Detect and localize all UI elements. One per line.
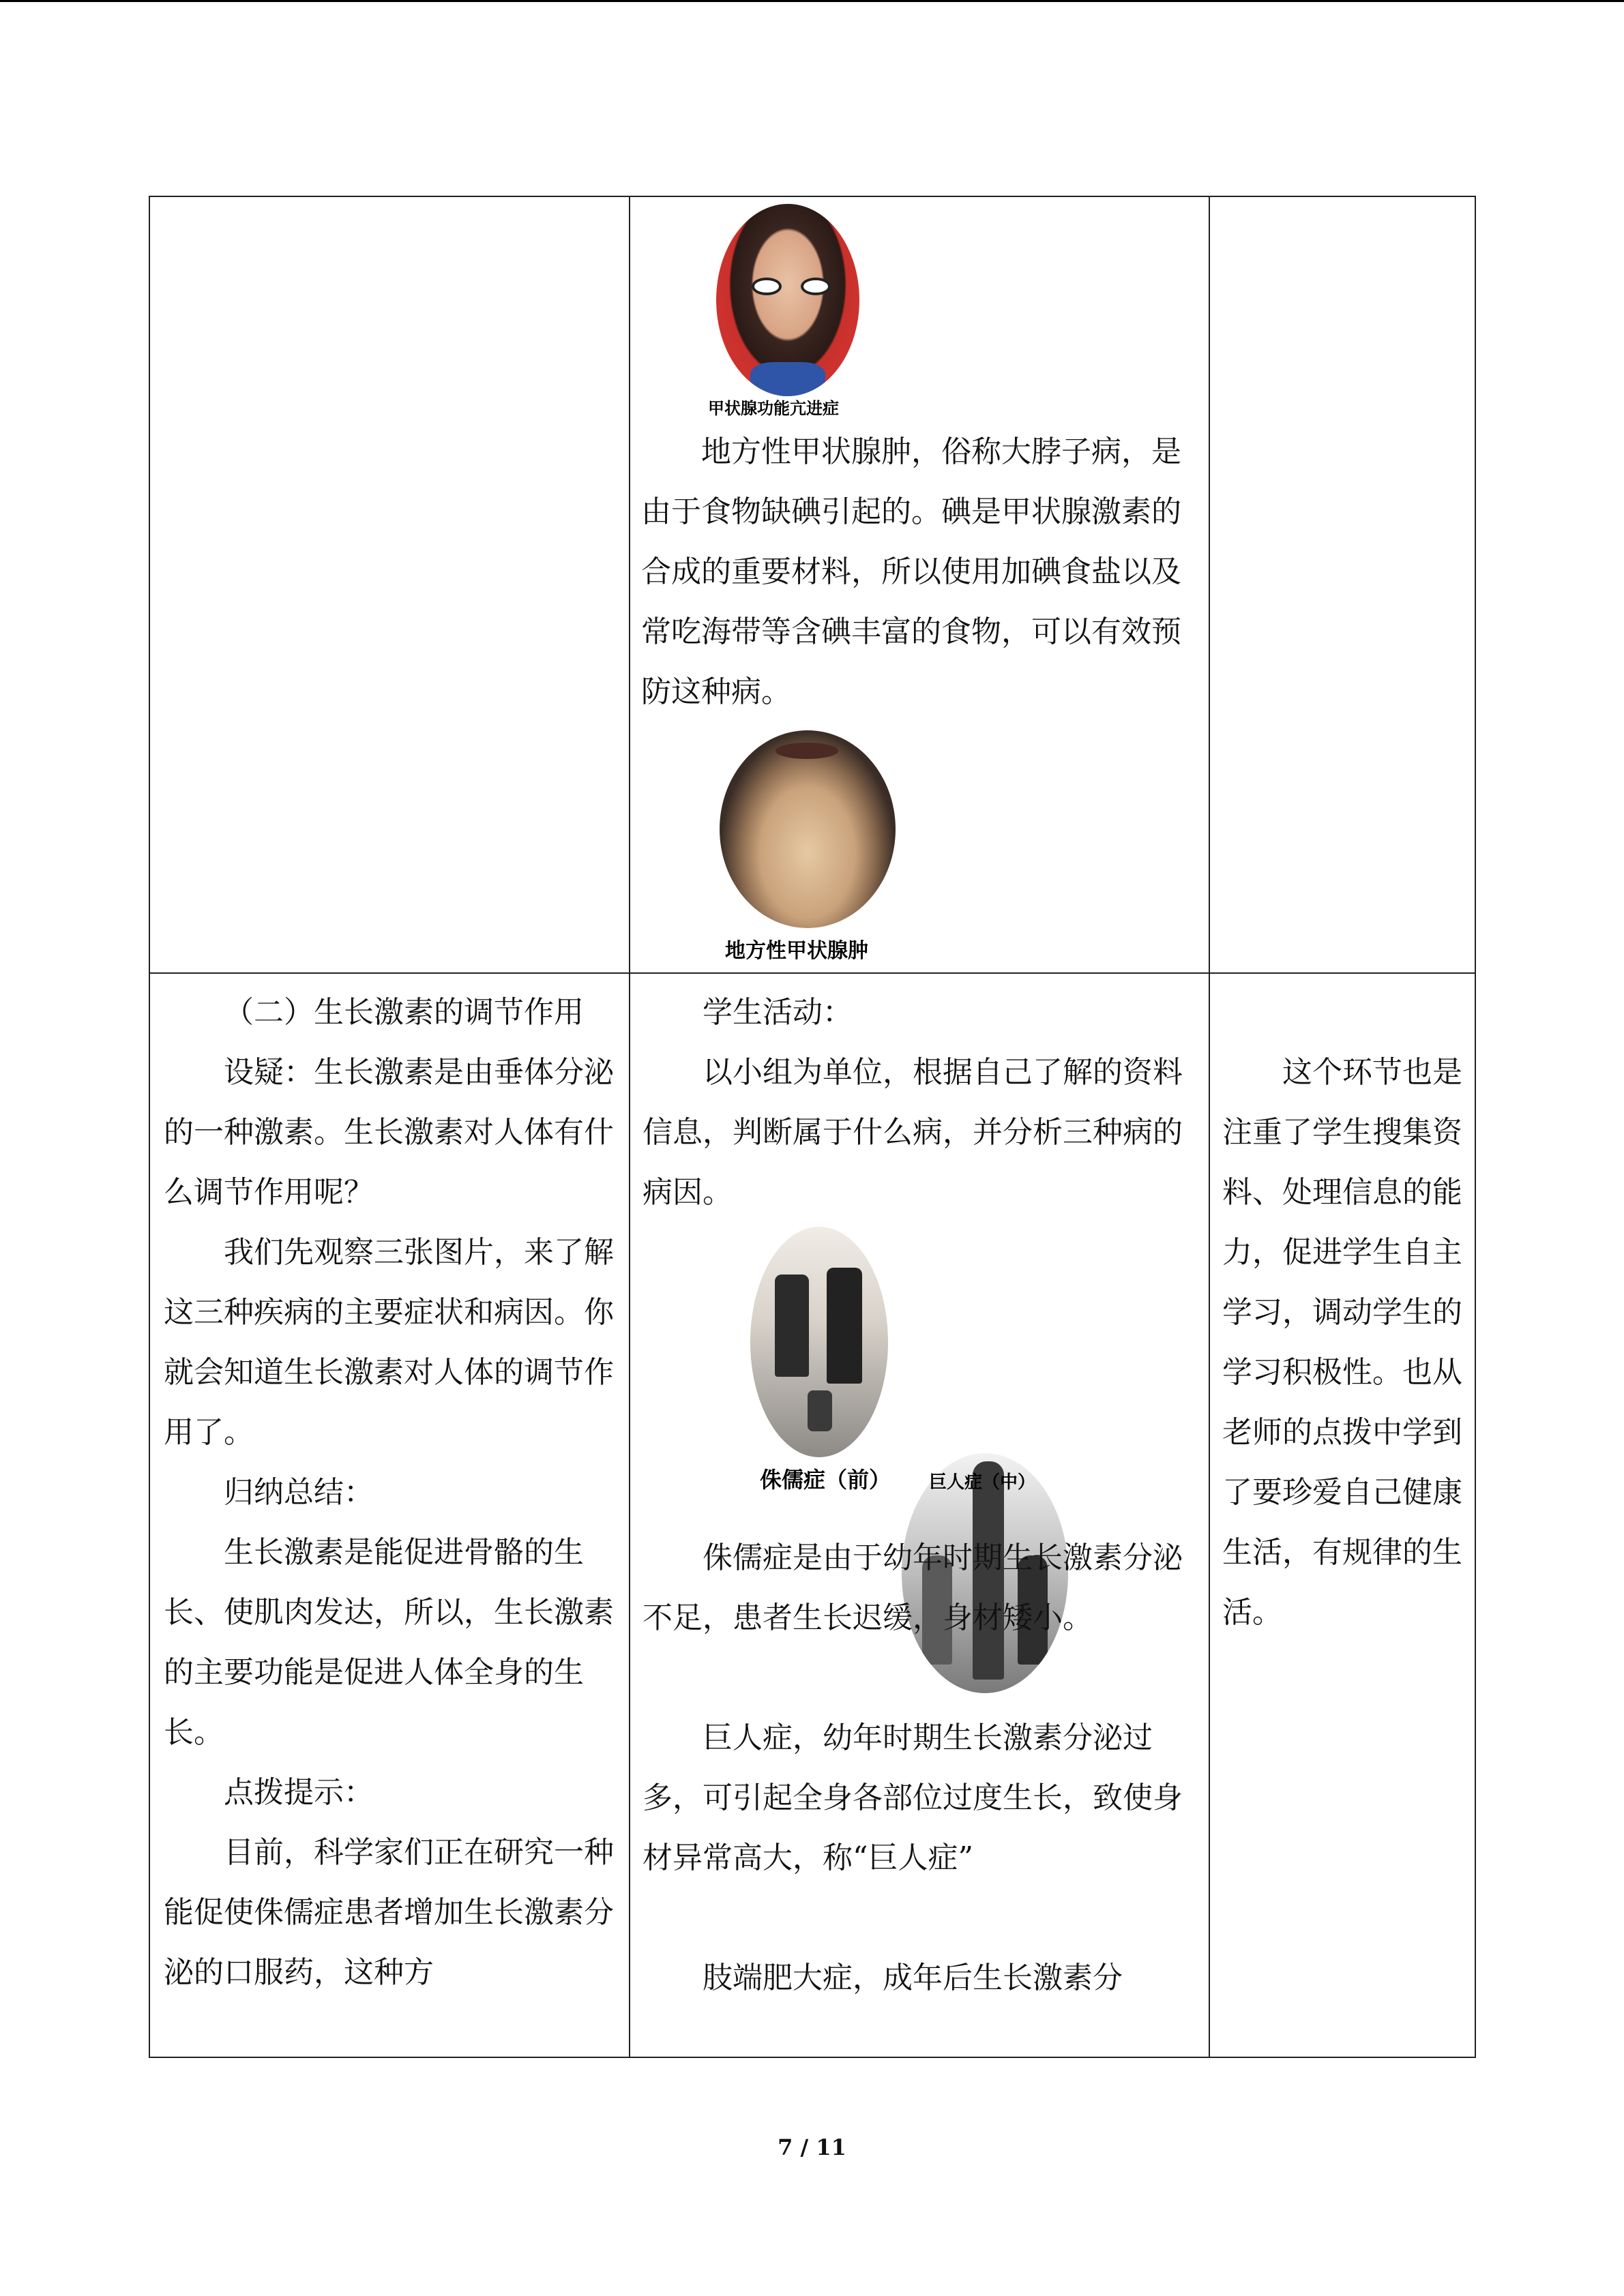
- spacer: [643, 1888, 1196, 1948]
- mouth-icon: [776, 743, 838, 759]
- eye-left-icon: [752, 278, 782, 295]
- hyperthyroidism-figure: [708, 204, 934, 422]
- section-heading: （二）生长激素的调节作用: [224, 995, 584, 1030]
- design-cell: [1222, 1043, 1464, 1643]
- eye-right-icon: [801, 278, 831, 295]
- dwarfism-paragraph: 侏儒症是由于幼年时期生长激素分泌不足，患者生长迟缓，身材矮小。: [643, 1540, 1183, 1635]
- page-top-border: [0, 0, 1624, 2]
- spacer: [643, 1648, 1196, 1708]
- person-icon: [827, 1268, 862, 1384]
- hyperthyroidism-photo: [716, 204, 859, 396]
- goiter-caption: 地方性甲状腺肿: [725, 939, 868, 963]
- growth-figure: [750, 1227, 1146, 1513]
- hyperthyroidism-caption: 甲状腺功能亢进症: [708, 399, 839, 418]
- design-paragraph: 这个环节也是注重了学生搜集资料、处理信息的能力，促进学生自主学习，调动学生的学习积极性。也从老师的点拨中学到了要珍爱自己健康生活，有规律的生活。: [1222, 1055, 1462, 1630]
- observe-paragraph: 我们先观察三张图片，来了解这三种疾病的主要症状和病因。你就会知道生长激素对人体的调节作用了。: [164, 1235, 614, 1450]
- row-divider: [150, 972, 1475, 974]
- dwarfism-caption: 侏儒症（前）: [760, 1467, 891, 1493]
- dwarfism-photo: [750, 1227, 888, 1457]
- column-divider-2: [1209, 197, 1210, 2057]
- teacher-cell: [164, 983, 617, 2003]
- acromegaly-paragraph: 肢端肥大症，成年后生长激素分: [703, 1960, 1123, 1995]
- goiter-figure: [713, 730, 958, 962]
- goiter-photo: [720, 730, 896, 928]
- summary-paragraph: 生长激素是能促进骨骼的生长、使肌肉发达，所以，生长激素的主要功能是促进人体全身的生长。: [164, 1535, 614, 1750]
- person-icon: [775, 1274, 809, 1377]
- goiter-cell: [164, 422, 1203, 722]
- hint-label: 点拨提示：: [224, 1775, 374, 1810]
- gigantism-paragraph: 巨人症，幼年时期生长激素分泌过多，可引起全身各部位过度生长，致使身材异常高大，称“巨人症”: [643, 1720, 1183, 1875]
- goiter-paragraph: 地方性甲状腺肿，俗称大脖子病，是由于食物缺碘引起的。碘是甲状腺激素的合成的重要材料，所以使用加碘食盐以及常吃海带等含碘丰富的食物，可以有效预防这种病。: [641, 434, 1181, 709]
- gigantism-caption: 巨人症（中）: [929, 1472, 1036, 1493]
- student-cell-top: [643, 983, 1196, 1223]
- student-cell-bottom: [643, 1528, 1196, 2008]
- lesson-table: [149, 196, 1476, 2058]
- activity-label: 学生活动：: [703, 995, 853, 1030]
- summary-label: 归纳总结：: [224, 1475, 374, 1510]
- collar-icon: [750, 362, 825, 396]
- activity-paragraph: 以小组为单位，根据自己了解的资料信息，判断属于什么病，并分析三种病的病因。: [643, 1055, 1183, 1210]
- question-paragraph: 设疑：生长激素是由垂体分泌的一种激素。生长激素对人体有什么调节作用呢？: [164, 1055, 614, 1210]
- hint-paragraph: 目前，科学家们正在研究一种能促使侏儒症患者增加生长激素分泌的口服药，这种方: [164, 1835, 614, 1990]
- page-number: 7 / 11: [778, 2134, 846, 2160]
- person-icon: [808, 1390, 832, 1431]
